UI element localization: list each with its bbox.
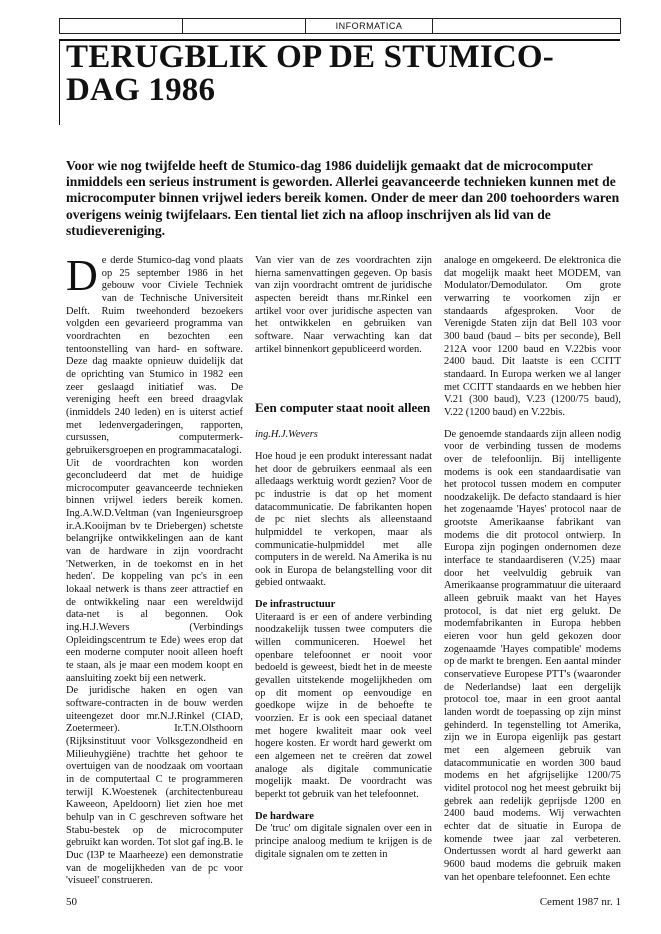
paragraph: analoge en omgekeerd. De elektronica die dat mogelijk maakt heet MODEM, van Modulator/Demodulator. Om grote verwarring te voorkomen zijn er standaards afgesproken. Voor de Verenigde Staten zijn dat Bell 103 voor 300 baud (baud – bits per seconde), Bell 212A voor 1200 baud en V.22bis voor 2400 baud. Dit laatste is een CCITT standaard. In Europa werken we al langer met CCITT standaards en we hebben hier V.21 (300 baud), V.23 (1200/75 baud), V.22 (1200 baud) en V.22bis. bbox=[444, 255, 621, 418]
page-number: 50 bbox=[66, 896, 77, 908]
paragraph bbox=[66, 251, 243, 458]
subheading: Een computer staat nooit alleen bbox=[255, 400, 431, 416]
paragraph: De genoemde standaards zijn alleen nodig voor de verbinding tussen de modems over de telefoonlijn. Bij intelligente modems is ook een standaardisatie van het protocol tussen modem en computer noodzakelijk. De defacto standaard is hier het zogenaamde 'Hayes' protocol naar de grootste Amerikaanse fabrikant van modems die dit protocol ontwierp. In Europa zijn pogingen ondernomen deze interface te standaardiseren (V.25) maar door het veelvuldig gebruik van Amerikaanse programmatuur die uiteraard alleen gebruik maakt van het Hayes protocol, is dat niet erg gelukt. De modemfabrikanten in Europa hebben eieren voor hun geld gekozen door zogenaamde 'Hayes compatible' modems op de markt te brengen. Een aantal minder conservatieve Europese PTT's (waaronder de Nederlandse) laat een dergelijk protocol toe, maar in een groot aantal landen wordt de toepassing op zijn minst gehinderd. In tegenstelling tot Amerika, zijn we in Europa eigenlijk pas gestart met een algemeen gebruik van datacommunicatie en worden 300 baud modems en het afgrijselijke 1200/75 viditel protocol nog het meest gebruikt bij gebrek aan redelijk geprijsde 1200 en 2400 baud modems. Wij verwachten echter dat de situatie in Europa de komende twee jaar zal verbeteren. Ondertussen wordt al hard gewerkt aan 9600 baud modems die gebruik maken van het openbare telefoonnet. Een echte bbox=[444, 428, 621, 883]
paragraph: De 'truc' om digitale signalen over een in principe analoog medium te krijgen is de digitale signalen om te zetten in bbox=[255, 823, 432, 860]
paragraph: Van vier van de zes voordrachten zijn hierna samenvattingen gegeven. Op basis van zijn voordracht omtrent de juridische aspecten bereidt thans mr.Rinkel een artikel voor over juridische aspecten van het ontwikkelen en gebruiken van software. Naar verwachting kan dat artikel binnenkort gepubliceerd worden. bbox=[255, 255, 432, 355]
header-box bbox=[183, 18, 306, 34]
section-heading: De hardware bbox=[255, 810, 314, 822]
page-footer bbox=[66, 896, 621, 908]
column-1 bbox=[66, 251, 243, 888]
article-title: TERUGBLIK OP DE STUMICO-DAG 1986 bbox=[66, 39, 554, 108]
paragraph: Uiteraard is er een of andere verbinding noodzakelijk tussen twee computers die willen communiceren. Hoewel het openbare telefoonnet er nooit voor bedoeld is geweest, biedt het in de meeste gevallen uitstekende mogelijkheden om op dit moment op eenvoudige en goedkope wijze in de behoefte te voorzien. Er is ook een speciaal datanet met hogere kwaliteit maar ook veel hogere kosten. Er wordt hard gewerkt om een algemeen net te creëren dat zowel analoge als digitale communicatie mogelijk maakt. De voordracht was beperkt tot gebruik van het telefoonnet. bbox=[255, 611, 432, 800]
header-box bbox=[433, 18, 621, 34]
drop-cap: D bbox=[66, 251, 98, 300]
paragraph: Uit de voordrachten kon worden geconcludeerd dat met de huidige microcomputer geavanceerde technieken binnen vrijwel ieders bereik komen. Ing.A.W.D.Veltman (van Ingenieursgroep ir.A.Kooijman bv te Driebergen) schetste belangrijke ontwikkelingen aan de kant van de hardware in zijn voordracht 'Netwerken, in de toekomst en in het heden'. De koppeling van pc's in een lokaal netwerk is thans zeer attractief en de ontwikkeling naar een wereldwijd data-net is al begonnen. Ook ing.H.J.Wevers (Verbindings Opleidingscentrum te Ede) wees erop dat een moderne computer nooit alleen hoeft te staan, als je maar een modem koopt en aansluiting zoekt bij een netwerk. bbox=[66, 457, 243, 684]
header-boxes bbox=[59, 18, 621, 34]
paragraph-text: e derde Stumico-dag vond plaats op 25 september 1986 in het gebouw voor Civiele Techniek van de Technische Universiteit Delft. Ruim tweehonderd bezoekers volgden een gevarieerd programma van voordrachten en bezochten een tentoonstelling van hard- en software. Deze dag maakte opnieuw duidelijk dat de oprichting van Stumico in 1982 een zeer geslaagd initiatief was. De vereniging heeft een breed draagvlak (inmiddels 240 leden) en is uiterst actief met ledenvergaderingen, rapporten, cursussen, computermerk-gebruikersgroepen en programmacatalogi. bbox=[66, 255, 243, 456]
section-label: INFORMATICA bbox=[306, 18, 433, 34]
article-body bbox=[66, 251, 621, 888]
journal-reference: Cement 1987 nr. 1 bbox=[539, 896, 621, 908]
column-2 bbox=[255, 255, 432, 888]
paragraph: De juridische haken en ogen van software-contracten in de bouw werden uiteengezet door mr.N.J.Rinkel (CIAD, Zoetermeer). Ir.T.N.Olsthoorn (Rijksinstituut voor Volksgezondheid en Milieuhygiëne) trachtte het gehoor te overtuigen van de noodzaak om voortaan in de computertaal C te programmeren terwijl K.Woestenek (architectenbureau Kaweeon, Apeldoorn) liet zien hoe met behulp van in C geschreven software het Stabu-bestek op de microcomputer gebruikt kan worden. Tot slot gaf ing.B. le Duc (I3P te Maarheeze) een demonstratie van de mogelijkheden van de pc voor 'visueel' construeren. bbox=[66, 685, 243, 887]
column-3 bbox=[444, 255, 621, 888]
header-box bbox=[59, 18, 183, 34]
section-heading: De infrastructuur bbox=[255, 599, 336, 611]
byline: ing.H.J.Wevers bbox=[255, 429, 318, 441]
paragraph: Hoe houd je een produkt interessant nadat het door de gebruikers eenmaal als een alledaags werktuig wordt gezien? Voor de pc industrie is dat op het moment datacommunicatie. De fabrikanten hopen de pc niet slechts als alleenstaand hulpmiddel te verkopen, maar als communicatie-hulpmiddel met alle computers in de wereld. Na Amerika is nu ook in Europa de belangstelling voor dit gebied ontwaakt. bbox=[255, 450, 432, 589]
article-intro: Voor wie nog twijfelde heeft de Stumico-dag 1986 duidelijk gemaakt dat de microcomputer inmiddels een serieus instrument is geworden. Allerlei geavanceerde technieken kunnen met de microcomputer binnen vrijwel ieders bereik komen. Onder de meer dan 200 toehoorders waren overigens weinig twijfelaars. Een tiental liet zich na afloop inschrijven als lid van de studievereniging. bbox=[66, 158, 620, 238]
